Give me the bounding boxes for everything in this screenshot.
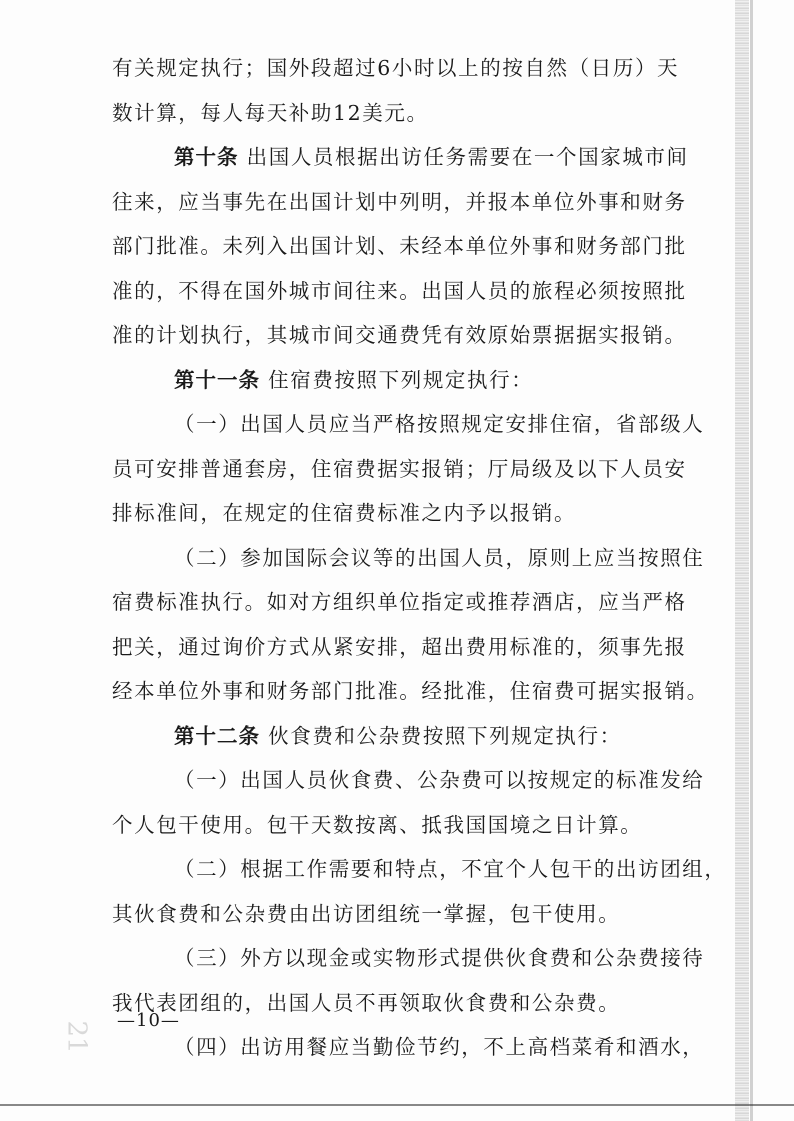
bleed-through-mark: 21 bbox=[61, 1020, 92, 1054]
text-line: 部门批准。未列入出国计划、未经本单位外事和财务部门批 bbox=[112, 234, 687, 258]
text-line: 排标准间，在规定的住宿费标准之内予以报销。 bbox=[112, 501, 577, 525]
article-10-line bbox=[112, 135, 704, 180]
text-line: 准的，不得在国外城市间往来。出国人员的旅程必须按照批 bbox=[112, 278, 687, 303]
article-10-heading: 第十条 bbox=[174, 145, 239, 169]
text-line: （二）根据工作需要和特点，不宜个人包干的出访团组， bbox=[174, 857, 727, 881]
text-line: （三）外方以现金或实物形式提供伙食费和公杂费接待 bbox=[174, 946, 705, 970]
text-line: 往来，应当事先在出国计划中列明，并报本单位外事和财务 bbox=[112, 189, 687, 214]
text-line: （一）出国人员应当严格按照规定安排住宿，省部级人 bbox=[174, 412, 705, 436]
scan-edge-noise bbox=[735, 0, 749, 1121]
text-line: 把关，通过询价方式从紧安排，超出费用标准的，须事先报 bbox=[112, 634, 687, 659]
text-line: 个人包干使用。包干天数按离、抵我国国境之日计算。 bbox=[112, 812, 643, 837]
text-line: 住宿费按照下列规定执行： bbox=[268, 367, 534, 392]
article-11-heading: 第十一条 bbox=[174, 367, 260, 392]
scan-edge-line bbox=[750, 0, 753, 1121]
text-line: 其伙食费和公杂费由出访团组统一掌握，包干使用。 bbox=[112, 901, 621, 926]
text-line: 经本单位外事和财务部门批准。经批准，住宿费可据实报销。 bbox=[112, 679, 709, 703]
text-line: 员可安排普通套房，住宿费据实报销；厅局级及以下人员安 bbox=[112, 456, 687, 481]
text-line: （四）出访用餐应当勤俭节约，不上高档菜肴和酒水， bbox=[174, 1035, 705, 1059]
document-body bbox=[112, 46, 727, 1070]
article-12-heading: 第十二条 bbox=[174, 723, 260, 748]
text-line: 出国人员根据出访任务需要在一个国家城市间 bbox=[246, 145, 689, 169]
text-line: 数计算，每人每天补助12美元。 bbox=[112, 100, 429, 125]
text-line: 伙食费和公杂费按照下列规定执行： bbox=[268, 723, 622, 748]
text-line: 有关规定执行；国外段超过6小时以上的按自然（日历）天 bbox=[112, 56, 680, 80]
text-line: （一）出国人员伙食费、公杂费可以按规定的标准发给 bbox=[174, 768, 705, 792]
text-line: （二）参加国际会议等的出国人员，原则上应当按照住 bbox=[174, 545, 705, 570]
text-line: 宿费标准执行。如对方组织单位指定或推荐酒店，应当严格 bbox=[112, 590, 687, 614]
page-number: —10— bbox=[117, 1010, 180, 1031]
article-11-line bbox=[112, 358, 704, 403]
text-line: 我代表团组的，出国人员不再领取伙食费和公杂费。 bbox=[112, 990, 621, 1015]
text-line: 准的计划执行，其城市间交通费凭有效原始票据据实报销。 bbox=[112, 323, 687, 347]
article-12-line bbox=[112, 714, 704, 759]
scan-bottom-edge bbox=[0, 1104, 794, 1106]
